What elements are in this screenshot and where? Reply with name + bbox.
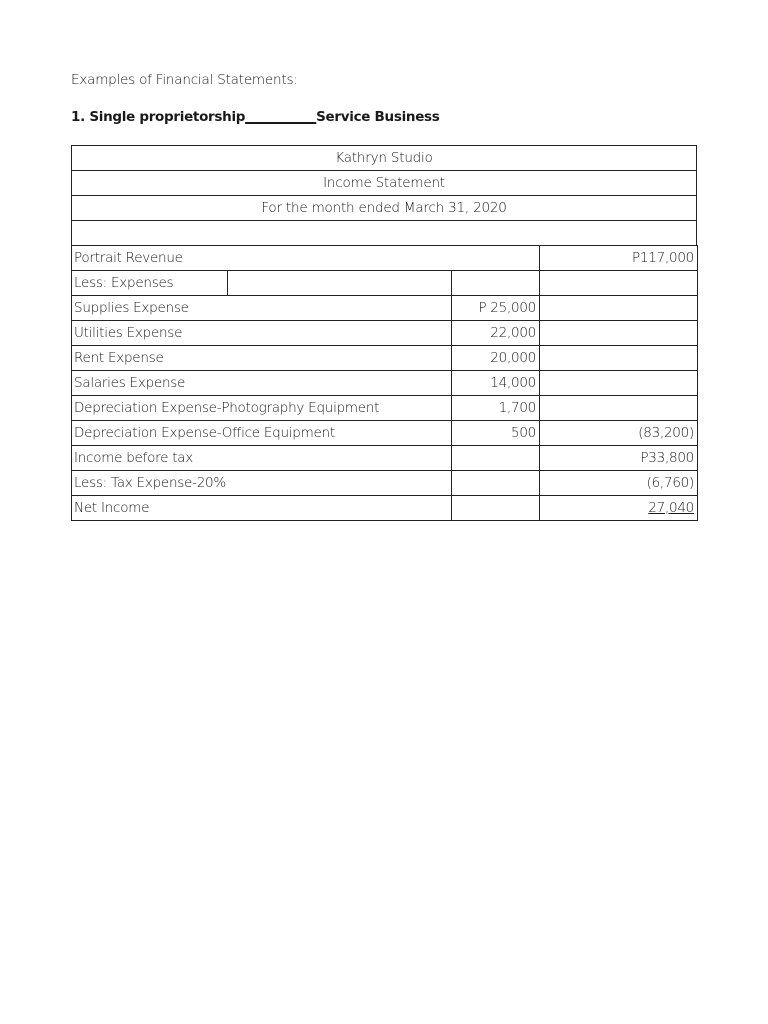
section-heading [71, 109, 440, 125]
empty-cell [452, 271, 540, 296]
table-row [72, 446, 698, 471]
row-label: Net Income [72, 496, 452, 521]
table-row [72, 371, 698, 396]
table-row [72, 496, 698, 521]
row-label: Supplies Expense [72, 296, 452, 321]
row-label: Less: Expenses [72, 271, 228, 296]
table-row [72, 296, 698, 321]
table-row [72, 321, 698, 346]
heading-business-type: Service Business [316, 109, 440, 125]
row-total [540, 371, 698, 396]
table-row [72, 421, 698, 446]
statement-title: Income Statement [72, 171, 697, 196]
row-label: Less: Tax Expense-20% [72, 471, 452, 496]
table-row [72, 246, 698, 271]
row-total [540, 346, 698, 371]
row-amount: P 25,000 [452, 296, 540, 321]
row-total: P33,800 [540, 446, 698, 471]
row-label: Rent Expense [72, 346, 452, 371]
row-label: Utilities Expense [72, 321, 452, 346]
company-name: Kathryn Studio [72, 146, 697, 171]
income-statement-table [71, 245, 698, 521]
row-total [540, 321, 698, 346]
row-amount [452, 446, 540, 471]
row-label: Income before tax [72, 446, 452, 471]
intro-text: Examples of Financial Statements: [71, 72, 298, 88]
row-amount: 22,000 [452, 321, 540, 346]
row-total: P117,000 [540, 246, 698, 271]
row-amount: 1,700 [452, 396, 540, 421]
row-amount: 20,000 [452, 346, 540, 371]
table-row [72, 396, 698, 421]
table-row [72, 271, 698, 296]
heading-blank: ___________ [245, 109, 317, 125]
row-label: Portrait Revenue [72, 246, 540, 271]
row-total [540, 296, 698, 321]
blank-row [72, 221, 697, 246]
table-row [72, 471, 698, 496]
row-amount: 14,000 [452, 371, 540, 396]
heading-number: 1. Single proprietorship [71, 109, 246, 125]
row-amount [452, 471, 540, 496]
row-total [540, 396, 698, 421]
statement-header-table [71, 145, 697, 246]
empty-cell [228, 271, 452, 296]
table-row [72, 346, 698, 371]
row-label: Salaries Expense [72, 371, 452, 396]
statement-period: For the month ended March 31, 2020 [72, 196, 697, 221]
row-amount [452, 496, 540, 521]
row-total [540, 496, 698, 521]
empty-cell [540, 271, 698, 296]
row-total: (83,200) [540, 421, 698, 446]
row-amount: 500 [452, 421, 540, 446]
row-total: (6,760) [540, 471, 698, 496]
net-income-value: 27,040 [648, 500, 695, 516]
row-label: Depreciation Expense-Photography Equipment [72, 396, 452, 421]
row-label: Depreciation Expense-Office Equipment [72, 421, 452, 446]
